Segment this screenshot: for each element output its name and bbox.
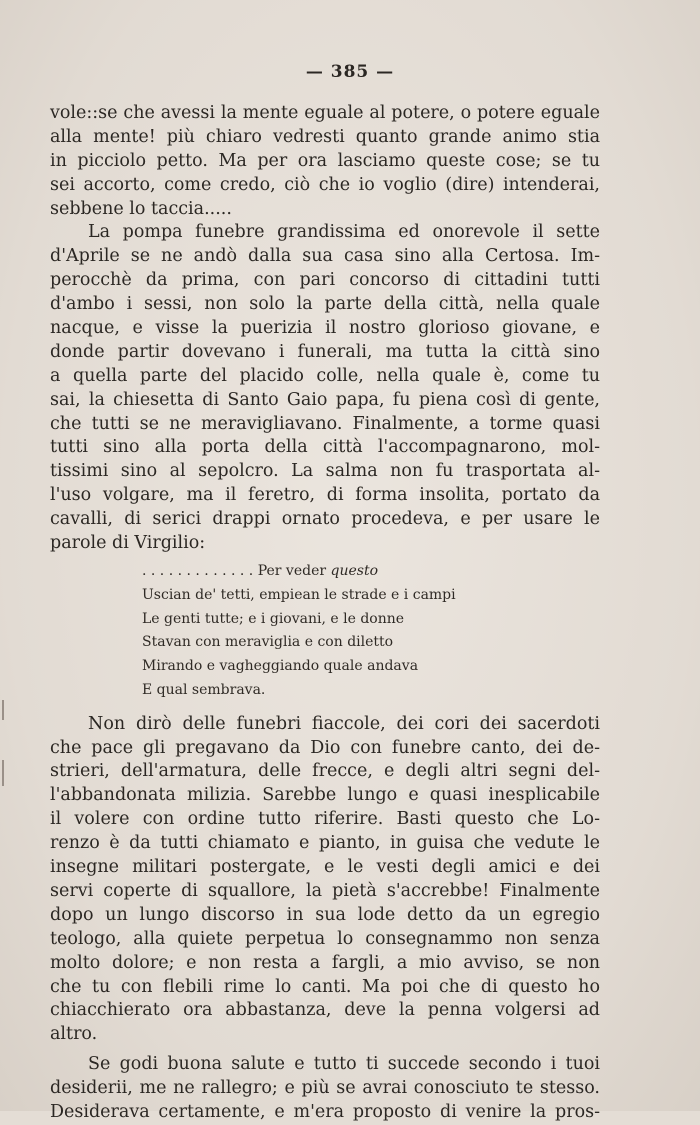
paragraph-4: [50, 1053, 600, 1125]
paragraph-1: [50, 102, 600, 221]
verse-line: E qual sembrava.: [142, 681, 266, 698]
text-line: perocchè da prima, con pari concorso di cittadini tutti: [50, 270, 600, 291]
text-line: nacque, e visse la puerizia il nostro glorioso giovane, e: [50, 318, 600, 339]
text-line: che tu con flebili rime lo canti. Ma poi che di questo ho: [50, 976, 600, 997]
text-line: tutti sino alla porta della città l'accompagnarono, mol-: [50, 437, 600, 458]
verse-line: Stavan con meraviglia e con diletto: [142, 634, 394, 651]
text-line: dopo un lungo discorso in sua lode detto da un egregio: [50, 904, 600, 925]
text-line: Desiderava certamente, e m'era proposto di venire la pros-: [50, 1101, 600, 1122]
text-line: Non dirò delle funebri fiaccole, dei cori dei sacerdoti: [88, 713, 600, 734]
text-line: altro.: [50, 1024, 98, 1045]
text-line: in picciolo petto. Ma per ora lasciamo queste cose; se tu: [50, 150, 600, 171]
text-line: chiacchierato ora abbastanza, deve la penna volgersi ad: [50, 1000, 600, 1021]
paragraph-2: [50, 221, 600, 555]
text-line: sei accorto, come credo, ciò che io voglio (dire) intenderai,: [50, 174, 600, 195]
text-line: che tutti se ne meravigliavano. Finalmente, a torme quasi: [50, 413, 600, 434]
text-line: che pace gli pregavano da Dio con funebre canto, dei de-: [50, 737, 600, 758]
text-line: strieri, dell'armatura, delle frecce, e degli altri segni del-: [50, 761, 600, 782]
text-line: molto dolore; e non resta a fargli, a mio avviso, se non: [50, 952, 600, 973]
text-line: donde partir dovevano i funerali, ma tutta la città sino: [50, 341, 600, 362]
margin-mark: [2, 700, 4, 720]
text-line: insegne militari postergate, e le vesti degli amici e dei: [50, 857, 600, 878]
page-body: [50, 102, 600, 1125]
text-line: Se godi buona salute e tutto ti succede secondo i tuoi: [88, 1054, 600, 1075]
page-number: — 385 —: [305, 62, 395, 82]
text-line: La pompa funebre grandissima ed onorevole il sette: [88, 222, 600, 243]
verse-line-prefix: . . . . . . . . . . . . . Per veder: [142, 562, 331, 579]
text-line: sebbene lo taccia.....: [50, 198, 232, 219]
text-line: cavalli, di serici drappi ornato procedeva, e per usare le: [50, 509, 600, 530]
margin-mark: [2, 760, 4, 786]
text-line: servi coperte di squallore, la pietà s'accrebbe! Finalmente: [50, 880, 600, 901]
verse-quotation: [50, 560, 600, 703]
text-line: renzo è da tutti chiamato e pianto, in guisa che vedute le: [50, 833, 600, 854]
text-line: alla mente! più chiaro vedresti quanto grande animo stia: [50, 126, 600, 147]
text-line: parole di Virgilio:: [50, 533, 206, 554]
text-line: il volere con ordine tutto riferire. Basti questo che Lo-: [50, 809, 600, 830]
text-line: tissimi sino al sepolcro. La salma non fu trasportata al-: [50, 461, 600, 482]
verse-line: Le genti tutte; e i giovani, e le donne: [142, 610, 405, 627]
text-line: sai, la chiesetta di Santo Gaio papa, fu piena così di gente,: [50, 389, 600, 410]
text-line: l'uso volgare, ma il feretro, di forma insolita, portato da: [50, 485, 600, 506]
verse-line: Uscian de' tetti, empiean le strade e i campi: [142, 586, 456, 603]
text-line: d'ambo i sessi, non solo la parte della città, nella quale: [50, 294, 600, 315]
verse-line: [142, 560, 600, 584]
paragraph-3: [50, 713, 600, 1047]
verse-italic-word: questo: [330, 562, 379, 579]
verse-line: Mirando e vagheggiando quale andava: [142, 658, 419, 675]
text-line: desiderii, me ne rallegro; e più se avrai conosciuto te stesso.: [50, 1078, 600, 1099]
text-line: d'Aprile se ne andò dalla sua casa sino alla Certosa. Im-: [50, 246, 600, 267]
text-line: teologo, alla quiete perpetua lo consegnammo non senza: [50, 928, 600, 949]
text-line: a quella parte del placido colle, nella quale è, come tu: [50, 365, 600, 386]
text-line: vole::se che avessi la mente eguale al potere, o potere eguale: [50, 103, 600, 123]
text-line: l'abbandonata milizia. Sarebbe lungo e quasi inesplicabile: [50, 785, 600, 806]
